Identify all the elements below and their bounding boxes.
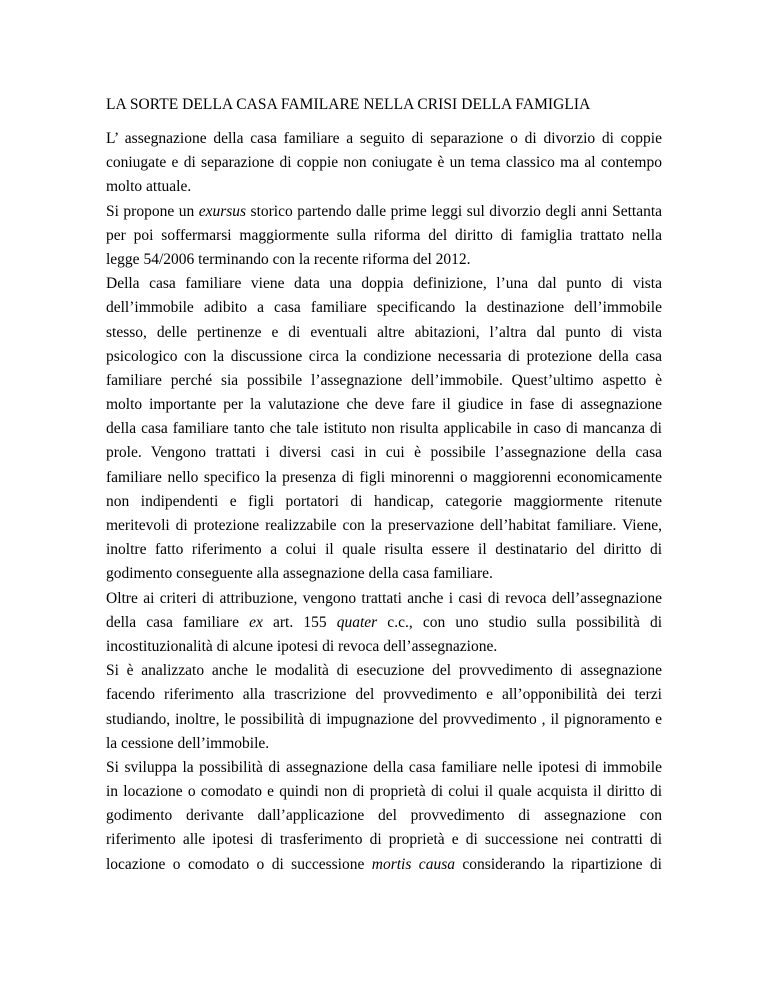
- text-line: [106, 417, 662, 441]
- text-line: [106, 200, 662, 224]
- text-run: godimento conseguente alla assegnazione della casa familiare.: [106, 565, 493, 583]
- text-line: [106, 321, 662, 345]
- italic-term: exursus: [198, 202, 247, 220]
- italic-term: quater: [336, 613, 378, 631]
- text-run: dell’immobile adibito a casa familiare specificando la destinazione dell’immobile: [106, 299, 662, 317]
- italic-term: mortis causa: [371, 855, 455, 873]
- text-line: [106, 780, 662, 804]
- text-line: [106, 151, 662, 175]
- text-run: art. 155: [262, 613, 337, 631]
- text-line: [106, 224, 662, 248]
- italic-term: ex: [249, 613, 263, 631]
- text-run: familiare nello specifico la presenza di figli minorenni o maggiorenni economicamente: [106, 468, 662, 486]
- document-body: [106, 127, 662, 877]
- text-line: [106, 828, 662, 852]
- text-run: Si sviluppa la possibilità di assegnazione della casa familiare nelle ipotesi di immobile: [106, 758, 662, 776]
- text-run: della casa familiare tanto che tale istituto non risulta applicabile in caso di mancanza di: [106, 420, 662, 438]
- text-run: Si è analizzato anche le modalità di esecuzione del provvedimento di assegnazione: [106, 662, 662, 680]
- text-line: [106, 635, 662, 659]
- text-run: coniugate e di separazione di coppie non coniugate è un tema classico ma al contempo: [106, 154, 662, 172]
- text-run: della casa familiare: [106, 613, 250, 631]
- text-line: [106, 490, 662, 514]
- text-run: L’ assegnazione della casa familiare a seguito di separazione o di divorzio di coppie: [106, 130, 662, 147]
- text-run: inoltre fatto riferimento a colui il quale risulta essere il destinatario del diritto di: [106, 541, 662, 559]
- text-line: [106, 708, 662, 732]
- text-run: facendo riferimento alla trascrizione del provvedimento e all’opponibilità dei terzi: [106, 686, 662, 704]
- text-run: Della casa familiare viene data una doppia definizione, l’una dal punto di vista: [106, 275, 662, 293]
- text-run: c.c., con uno studio sulla possibilità di: [377, 613, 663, 631]
- text-line: [106, 587, 662, 611]
- text-line: [106, 853, 662, 877]
- text-run: legge 54/2006 terminando con la recente riforma del 2012.: [106, 250, 471, 268]
- text-line: [106, 393, 662, 417]
- document-page: [106, 95, 662, 877]
- text-line: [106, 732, 662, 756]
- text-run: prole. Vengono trattati i diversi casi in cui è possibile l’assegnazione della casa: [106, 444, 662, 462]
- text-run: molto attuale.: [106, 178, 192, 196]
- text-run: considerando la ripartizione di: [454, 855, 662, 873]
- text-line: [106, 345, 662, 369]
- text-line: [106, 538, 662, 562]
- text-run: stesso, delle pertinenze e di eventuali altre abitazioni, l’altra dal punto di vista: [106, 323, 662, 341]
- text-run: la cessione dell’immobile.: [106, 734, 270, 752]
- text-line: [106, 272, 662, 296]
- text-run: locazione o comodato o di successione: [106, 855, 372, 873]
- text-line: [106, 441, 662, 465]
- text-line: [106, 369, 662, 393]
- text-run: riferimento alle ipotesi di trasferimento di proprietà e di successione nei contratti di: [106, 831, 662, 849]
- text-run: godimento derivante dall’applicazione del provvedimento di assegnazione con: [106, 807, 662, 825]
- text-line: [106, 611, 662, 635]
- text-run: studiando, inoltre, le possibilità di impugnazione del provvedimento , il pignoramento e: [106, 710, 662, 728]
- text-run: familiare perché sia possibile l’assegnazione dell’immobile. Quest’ultimo aspetto è: [106, 371, 662, 389]
- document-title: LA SORTE DELLA CASA FAMILARE NELLA CRISI DELLA FAMIGLIA: [106, 96, 591, 113]
- text-run: psicologico con la discussione circa la condizione necessaria di protezione della casa: [106, 347, 662, 365]
- text-run: Oltre ai criteri di attribuzione, vengono trattati anche i casi di revoca dell’assegnazione: [106, 589, 662, 607]
- text-run: incostituzionalità di alcune ipotesi di revoca dell’assegnazione.: [106, 637, 498, 655]
- text-line: [106, 248, 662, 272]
- text-run: molto importante per la valutazione che deve fare il giudice in fase di assegnazione: [106, 396, 662, 414]
- text-line: [106, 127, 662, 151]
- text-line: [106, 659, 662, 683]
- text-run: storico partendo dalle prime leggi sul divorzio degli anni Settanta: [246, 202, 663, 220]
- text-line: [106, 756, 662, 780]
- text-run: per poi soffermarsi maggiormente sulla riforma del diritto di famiglia trattato nella: [106, 226, 662, 244]
- text-line: [106, 562, 662, 586]
- text-line: [106, 804, 662, 828]
- text-line: [106, 296, 662, 320]
- text-line: [106, 466, 662, 490]
- text-line: [106, 683, 662, 707]
- text-line: [106, 514, 662, 538]
- text-run: meritevoli di protezione realizzabile con la preservazione dell’habitat familiare. Viene,: [106, 517, 662, 534]
- text-line: [106, 175, 662, 199]
- text-run: in locazione o comodato e quindi non di proprietà di colui il quale acquista il diritto di: [106, 783, 662, 801]
- text-run: Si propone un: [106, 202, 199, 220]
- text-run: non indipendenti e figli portatori di handicap, categorie maggiormente ritenute: [106, 492, 662, 510]
